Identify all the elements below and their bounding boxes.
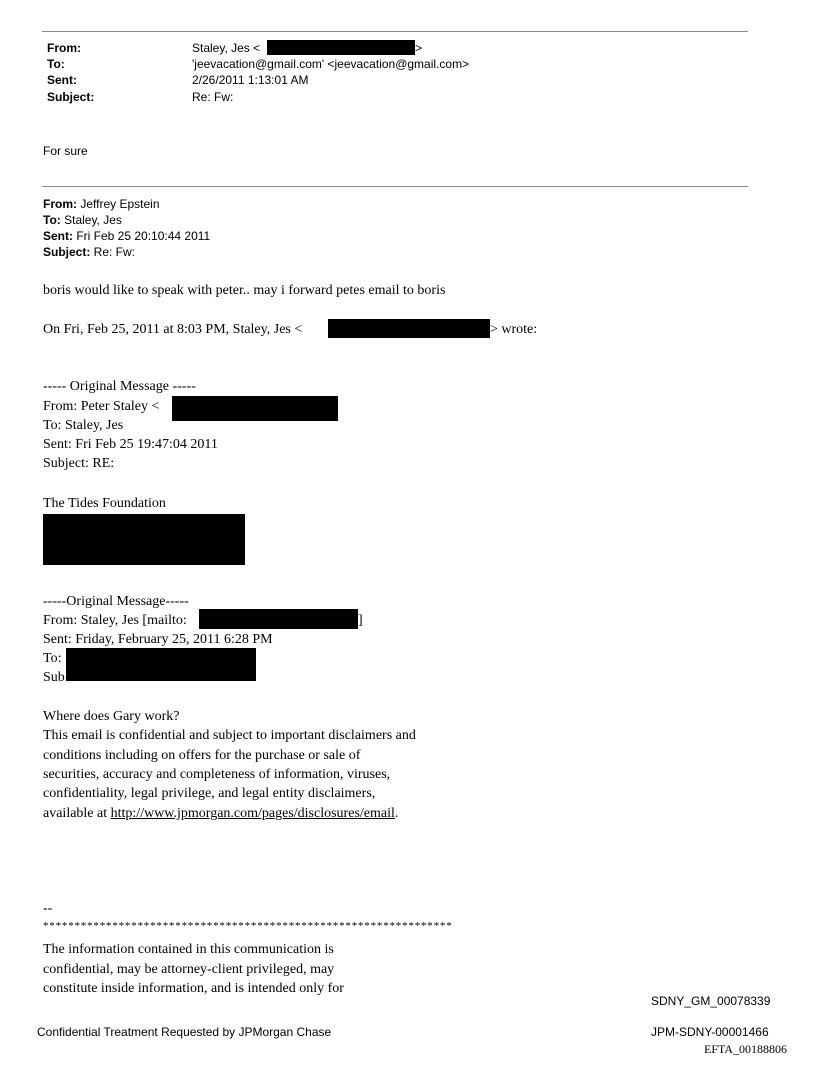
top-divider bbox=[42, 31, 748, 32]
orig2-sent: Sent: Friday, February 25, 2011 6:28 PM bbox=[43, 632, 273, 647]
to-label: To: bbox=[47, 57, 65, 71]
disclosures-link[interactable]: http://www.jpmorgan.com/pages/disclosures/email bbox=[110, 806, 395, 821]
star-divider: ***************************************************************** bbox=[43, 920, 453, 932]
orig1-sent: Sent: Fri Feb 25 19:47:04 2011 bbox=[43, 437, 218, 452]
sent-value: 2/26/2011 1:13:01 AM bbox=[192, 73, 309, 87]
orig1-header: ----- Original Message ----- bbox=[43, 379, 196, 394]
orig2-to: To: bbox=[43, 651, 62, 666]
wrote-suffix: > wrote: bbox=[490, 322, 538, 337]
wrote-prefix: On Fri, Feb 25, 2011 at 8:03 PM, Staley, Jes < bbox=[43, 322, 303, 337]
to-value: 'jeevacation@gmail.com' <jeevacation@gmail.com> bbox=[192, 57, 470, 71]
orig1-to: To: Staley, Jes bbox=[43, 418, 124, 433]
redaction-box bbox=[66, 648, 256, 681]
body-line: boris would like to speak with peter.. may i forward petes email to boris bbox=[43, 283, 446, 298]
redaction-box bbox=[267, 40, 415, 55]
confidential-stamp: Confidential Treatment Requested by JPMorgan Chase bbox=[37, 1025, 332, 1039]
disclaimer-line: securities, accuracy and completeness of information, viruses, bbox=[43, 767, 391, 782]
disclosures-line: available at http://www.jpmorgan.com/pages/disclosures/email. bbox=[43, 806, 399, 821]
redaction-box bbox=[199, 609, 358, 629]
footer-line: confidential, may be attorney-client privileged, may bbox=[43, 962, 335, 977]
redaction-box bbox=[172, 396, 338, 421]
from-label: From: bbox=[47, 41, 81, 55]
disclaimer-line: This email is confidential and subject to important disclaimers and bbox=[43, 728, 416, 743]
quote-divider bbox=[42, 186, 748, 187]
signature-dash: -- bbox=[43, 901, 53, 916]
question-line: Where does Gary work? bbox=[43, 709, 180, 724]
quoted-from: From: Jeffrey Epstein bbox=[43, 197, 160, 211]
subject-label: Subject: bbox=[47, 90, 95, 104]
quoted-subject: Subject: Re: Fw: bbox=[43, 245, 136, 259]
reply-text: For sure bbox=[43, 144, 88, 158]
orig2-from: From: Staley, Jes [mailto: bbox=[43, 613, 187, 628]
footer-line: The information contained in this communication is bbox=[43, 942, 334, 957]
jpm-stamp: JPM-SDNY-00001466 bbox=[651, 1025, 769, 1039]
redaction-box bbox=[328, 319, 490, 338]
tides-foundation: The Tides Foundation bbox=[43, 496, 166, 511]
quoted-to: To: Staley, Jes bbox=[43, 213, 122, 227]
orig2-header: -----Original Message----- bbox=[43, 594, 189, 609]
orig1-from: From: Peter Staley < bbox=[43, 399, 160, 414]
orig2-subject: Sub bbox=[43, 670, 65, 685]
disclaimer-line: conditions including on offers for the purchase or sale of bbox=[43, 748, 361, 763]
disclaimer-line: confidentiality, legal privilege, and legal entity disclaimers, bbox=[43, 786, 376, 801]
quoted-sent: Sent: Fri Feb 25 20:10:44 2011 bbox=[43, 229, 211, 243]
footer-line: constitute inside information, and is intended only for bbox=[43, 981, 344, 996]
sent-label: Sent: bbox=[47, 73, 77, 87]
subject-value: Re: Fw: bbox=[192, 90, 234, 104]
orig1-subject: Subject: RE: bbox=[43, 456, 115, 471]
orig2-from-end: ] bbox=[358, 613, 363, 628]
redaction-box bbox=[43, 514, 245, 565]
from-value-end: > bbox=[415, 41, 423, 55]
efta-stamp: EFTA_00188806 bbox=[704, 1042, 788, 1056]
sdny-stamp: SDNY_GM_00078339 bbox=[651, 994, 771, 1008]
from-value: Staley, Jes < bbox=[192, 41, 261, 55]
